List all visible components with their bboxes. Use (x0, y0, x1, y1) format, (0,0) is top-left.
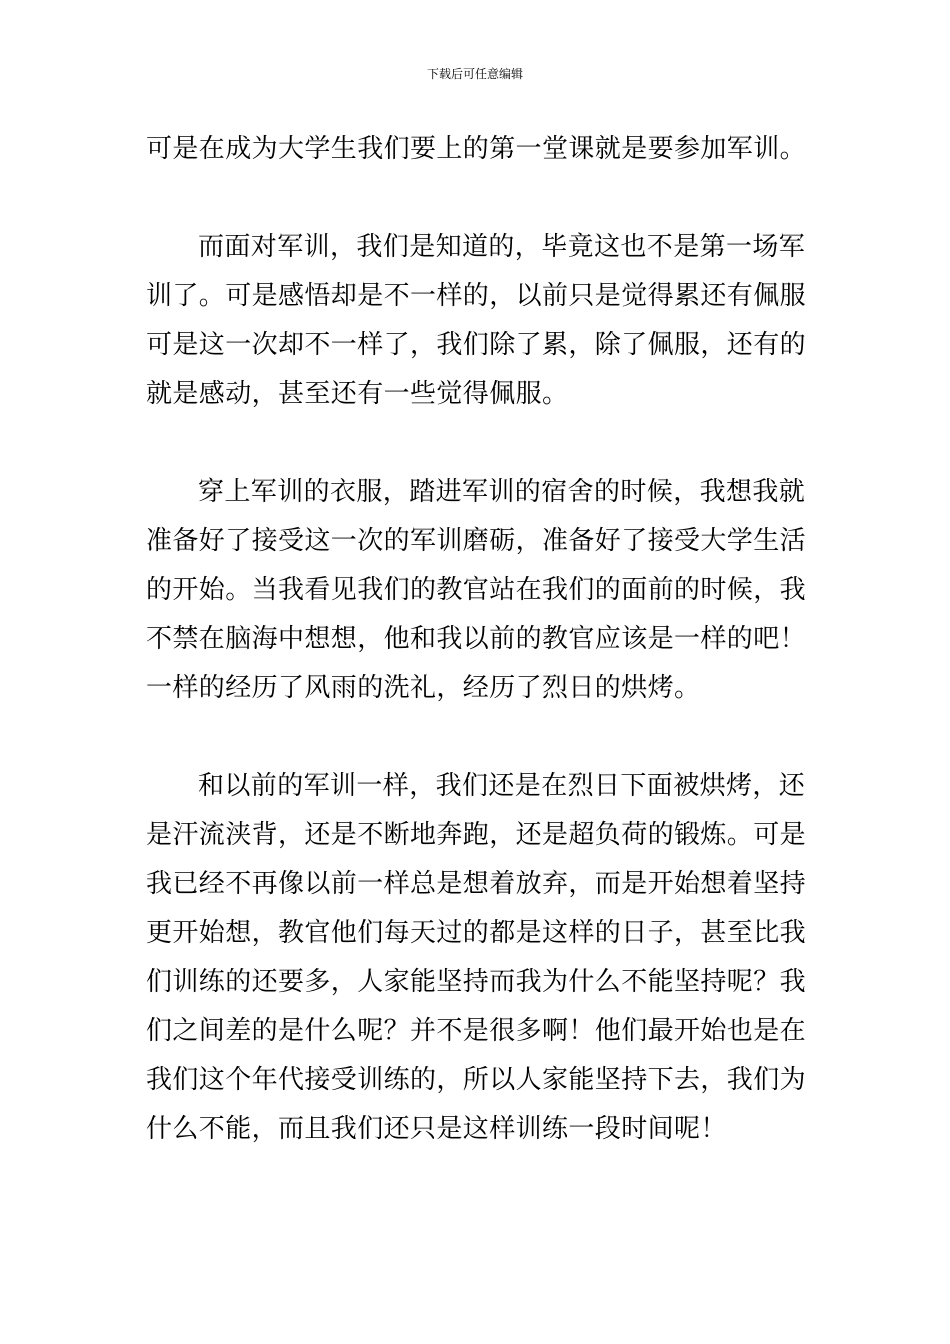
text-line: 们训练的还要多，人家能坚持而我为什么不能坚持呢？我 (146, 967, 807, 997)
text-line: 可是这一次却不一样了，我们除了累，除了佩服，还有的 (146, 330, 807, 360)
text-line: 不禁在脑海中想想，他和我以前的教官应该是一样的吧！ (146, 624, 807, 654)
text-line: 训了。可是感悟却是不一样的，以前只是觉得累还有佩服 (146, 281, 807, 311)
text-line: 准备好了接受这一次的军训磨砺，准备好了接受大学生活 (146, 526, 807, 556)
text-line: 可是在成为大学生我们要上的第一堂课就是要参加军训。 (146, 134, 807, 164)
document-body (146, 125, 810, 1203)
text-line: 穿上军训的衣服，踏进军训的宿舍的时候，我想我就 (198, 477, 806, 507)
paragraph-4 (146, 762, 810, 1154)
text-line: 和以前的军训一样，我们还是在烈日下面被烘烤，还 (198, 771, 806, 801)
text-line: 我已经不再像以前一样总是想着放弃，而是开始想着坚持 (146, 869, 807, 899)
text-line: 就是感动，甚至还有一些觉得佩服。 (146, 379, 569, 409)
text-line: 一样的经历了风雨的洗礼，经历了烈日的烘烤。 (146, 673, 701, 703)
text-line: 什么不能，而且我们还只是这样训练一段时间呢！ (146, 1114, 727, 1144)
text-line: 我们这个年代接受训练的，所以人家能坚持下去，我们为 (146, 1065, 807, 1095)
paragraph-2 (146, 223, 810, 419)
paragraph-3 (146, 468, 810, 713)
text-line: 是汗流浃背，还是不断地奔跑，还是超负荷的锻炼。可是 (146, 820, 807, 850)
text-line: 的开始。当我看见我们的教官站在我们的面前的时候，我 (146, 575, 807, 605)
text-line: 更开始想，教官他们每天过的都是这样的日子，甚至比我 (146, 918, 807, 948)
text-line: 们之间差的是什么呢？并不是很多啊！他们最开始也是在 (146, 1016, 807, 1046)
page-header: 下载后可任意编辑 (426, 67, 523, 81)
text-line: 而面对军训，我们是知道的，毕竟这也不是第一场军 (198, 232, 806, 262)
paragraph-1 (146, 125, 810, 174)
